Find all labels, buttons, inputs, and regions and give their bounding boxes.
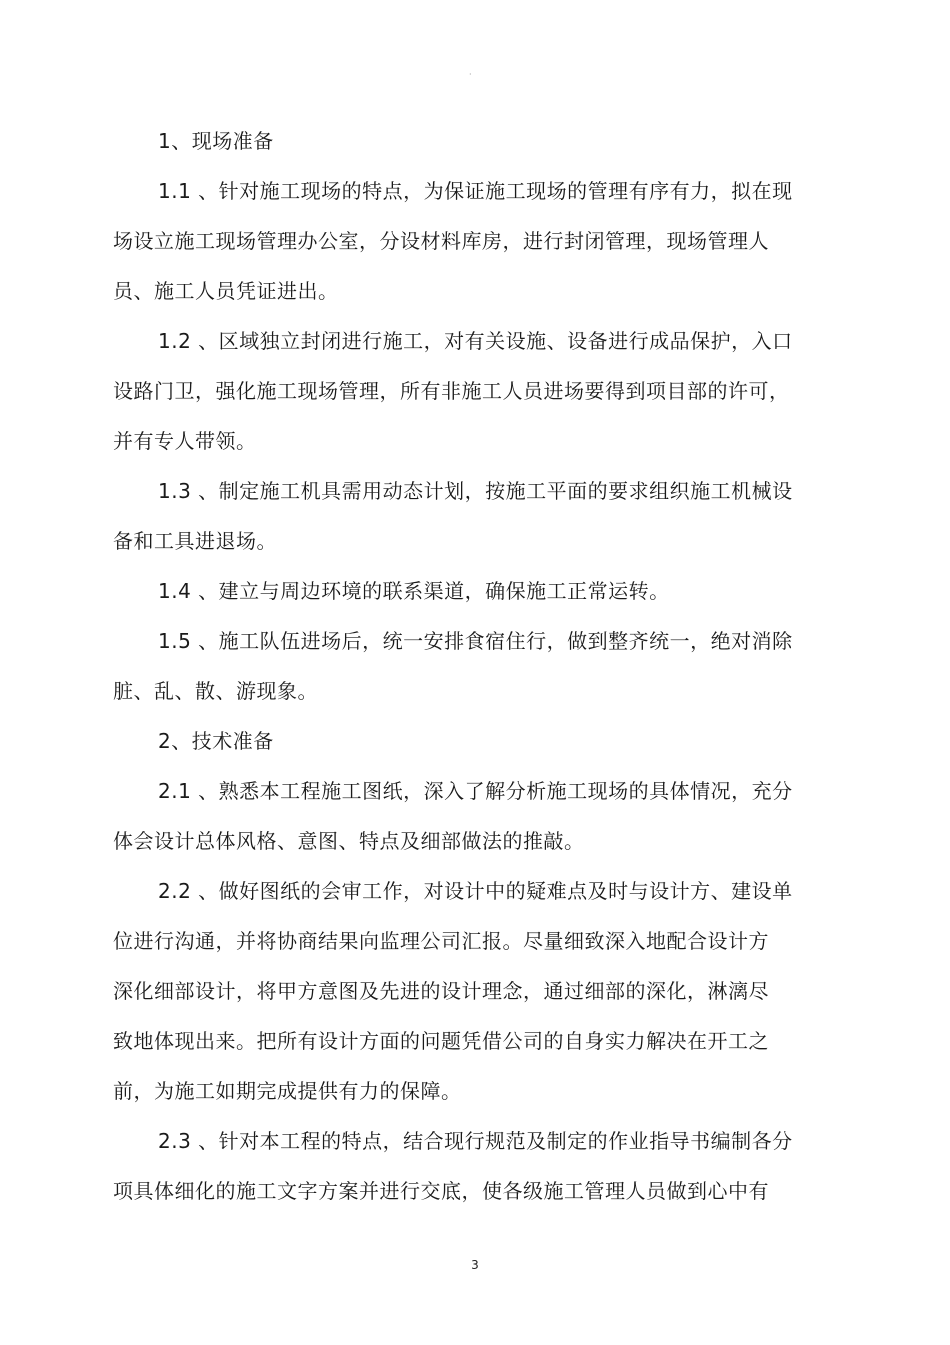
paragraph — [113, 116, 803, 166]
text-line: 2.1 、熟悉本工程施工图纸，深入了解分析施工现场的具体情况，充分 — [158, 779, 793, 803]
text-line: 1.3 、制定施工机具需用动态计划，按施工平面的要求组织施工机械设 — [158, 479, 793, 503]
text-line: 2、技术准备 — [158, 729, 274, 753]
text-line: 并有专人带领。 — [113, 429, 257, 453]
body-text — [113, 116, 803, 1216]
text-line: 前，为施工如期完成提供有力的保障。 — [113, 1079, 462, 1103]
text-line: 场设立施工现场管理办公室，分设材料库房，进行封闭管理，现场管理人 — [113, 229, 769, 253]
text-line: 1.1 、针对施工现场的特点，为保证施工现场的管理有序有力，拟在现 — [158, 179, 793, 203]
text-line: 致地体现出来。把所有设计方面的问题凭借公司的自身实力解决在开工之 — [113, 1029, 769, 1053]
text-line: 2.3 、针对本工程的特点，结合现行规范及制定的作业指导书编制各分 — [158, 1129, 793, 1153]
text-line: 脏、乱、散、游现象。 — [113, 679, 318, 703]
text-line: 1、现场准备 — [158, 129, 274, 153]
text-line: 设路门卫，强化施工现场管理，所有非施工人员进场要得到项目部的许可， — [113, 379, 790, 403]
text-line: 项具体细化的施工文字方案并进行交底，使各级施工管理人员做到心中有 — [113, 1179, 769, 1203]
text-line: 体会设计总体风格、意图、特点及细部做法的推敲。 — [113, 829, 585, 853]
text-line: 2.2 、做好图纸的会审工作，对设计中的疑难点及时与设计方、建设单 — [158, 879, 793, 903]
paragraph — [113, 1116, 803, 1216]
text-line: 位进行沟通，并将协商结果向监理公司汇报。尽量细致深入地配合设计方 — [113, 929, 769, 953]
text-line: 1.4 、建立与周边环境的联系渠道，确保施工正常运转。 — [158, 579, 670, 603]
paragraph — [113, 166, 803, 316]
page-number: 3 — [471, 1258, 479, 1272]
text-line: 备和工具进退场。 — [113, 529, 277, 553]
paragraph — [113, 716, 803, 766]
header-mark: · — [469, 70, 472, 79]
text-line: 深化细部设计，将甲方意图及先进的设计理念，通过细部的深化，淋漓尽 — [113, 979, 769, 1003]
paragraph — [113, 466, 803, 566]
paragraph — [113, 766, 803, 866]
paragraph — [113, 566, 803, 616]
paragraph — [113, 316, 803, 466]
text-line: 1.5 、施工队伍进场后，统一安排食宿住行，做到整齐统一，绝对消除 — [158, 629, 793, 653]
paragraph — [113, 616, 803, 716]
paragraph — [113, 866, 803, 1116]
text-line: 1.2 、区域独立封闭进行施工，对有关设施、设备进行成品保护，入口 — [158, 329, 793, 353]
text-line: 员、施工人员凭证进出。 — [113, 279, 339, 303]
